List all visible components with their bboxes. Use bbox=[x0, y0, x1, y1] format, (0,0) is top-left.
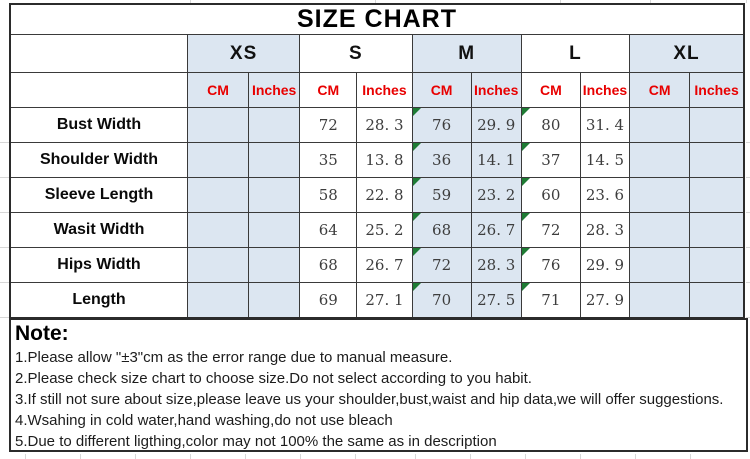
measurement-cell bbox=[690, 178, 744, 213]
measurement-cell: 28. 3 bbox=[357, 108, 412, 143]
spreadsheet-gridline-stub bbox=[0, 142, 9, 143]
measurement-cell: 14. 5 bbox=[580, 143, 629, 178]
unit-header-inches: Inches bbox=[471, 73, 521, 108]
table-row bbox=[10, 213, 744, 248]
measurement-cell: 70 bbox=[412, 283, 471, 319]
table-row bbox=[10, 143, 744, 178]
unit-header-cm: CM bbox=[521, 73, 580, 108]
size-header-m: M bbox=[412, 35, 521, 73]
measurement-cell: 68 bbox=[412, 213, 471, 248]
unit-header-inches: Inches bbox=[357, 73, 412, 108]
measurement-cell: 76 bbox=[521, 248, 580, 283]
note-line: 1.Please allow "±3"cm as the error range due to manual measure. bbox=[15, 349, 453, 366]
spreadsheet-gridline-stub bbox=[0, 317, 9, 318]
spreadsheet-gridline-stub bbox=[0, 282, 9, 283]
measurement-cell: 69 bbox=[300, 283, 357, 319]
measurement-cell: 26. 7 bbox=[357, 248, 412, 283]
measurement-cell: 59 bbox=[412, 178, 471, 213]
size-header-s: S bbox=[300, 35, 412, 73]
measurement-cell: 72 bbox=[300, 108, 357, 143]
measurement-cell: 68 bbox=[300, 248, 357, 283]
size-header-xl: XL bbox=[630, 35, 744, 73]
measurement-cell bbox=[690, 108, 744, 143]
row-label: Wasit Width bbox=[10, 213, 187, 248]
unit-header-cm: CM bbox=[300, 73, 357, 108]
row-label: Bust Width bbox=[10, 108, 187, 143]
note-line: 2.Please check size chart to choose size.Do not select according to you habit. bbox=[15, 370, 532, 387]
measurement-cell bbox=[249, 283, 300, 319]
note-box bbox=[9, 318, 748, 452]
measurement-cell bbox=[690, 143, 744, 178]
table-row bbox=[10, 248, 744, 283]
measurement-cell: 28. 3 bbox=[580, 213, 629, 248]
spreadsheet-gridline-stub bbox=[375, 0, 376, 3]
unit-header-inches: Inches bbox=[690, 73, 744, 108]
measurement-cell: 31. 4 bbox=[580, 108, 629, 143]
spreadsheet-gridline-stub bbox=[25, 454, 26, 459]
spreadsheet-gridline-stub bbox=[415, 454, 416, 459]
spreadsheet-gridline-stub bbox=[746, 0, 747, 3]
size-chart-table bbox=[9, 3, 745, 319]
measurement-cell: 27. 9 bbox=[580, 283, 629, 319]
measurement-cell: 23. 2 bbox=[471, 178, 521, 213]
measurement-cell: 36 bbox=[412, 143, 471, 178]
measurement-cell bbox=[690, 248, 744, 283]
measurement-cell: 23. 6 bbox=[580, 178, 629, 213]
measurement-cell: 80 bbox=[521, 108, 580, 143]
table-row bbox=[10, 283, 744, 319]
spreadsheet-gridline-stub bbox=[245, 454, 246, 459]
spreadsheet-gridline-stub bbox=[300, 454, 301, 459]
measurement-cell bbox=[630, 143, 690, 178]
spreadsheet-gridline-stub bbox=[80, 454, 81, 459]
measurement-cell: 64 bbox=[300, 213, 357, 248]
spreadsheet-gridline-stub bbox=[525, 454, 526, 459]
measurement-cell: 58 bbox=[300, 178, 357, 213]
measurement-cell: 27. 5 bbox=[471, 283, 521, 319]
measurement-cell: 72 bbox=[412, 248, 471, 283]
note-line: 5.Due to different ligthing,color may not 100% the same as in description bbox=[15, 433, 497, 450]
measurement-cell: 71 bbox=[521, 283, 580, 319]
measurement-cell bbox=[690, 283, 744, 319]
measurement-cell bbox=[630, 178, 690, 213]
spreadsheet-gridline-stub bbox=[190, 454, 191, 459]
row-label: Length bbox=[10, 283, 187, 319]
spreadsheet-gridline-stub bbox=[0, 177, 9, 178]
measurement-cell: 22. 8 bbox=[357, 178, 412, 213]
measurement-cell: 25. 2 bbox=[357, 213, 412, 248]
measurement-cell: 35 bbox=[300, 143, 357, 178]
measurement-cell bbox=[630, 248, 690, 283]
measurement-cell: 13. 8 bbox=[357, 143, 412, 178]
spreadsheet-gridline-stub bbox=[746, 317, 750, 318]
measurement-cell bbox=[630, 283, 690, 319]
row-label: Hips Width bbox=[10, 248, 187, 283]
spreadsheet-gridline-stub bbox=[650, 0, 651, 3]
measurement-cell bbox=[249, 143, 300, 178]
chart-title: SIZE CHART bbox=[10, 4, 744, 35]
measurement-cell: 29. 9 bbox=[580, 248, 629, 283]
spreadsheet-gridline-stub bbox=[135, 454, 136, 459]
row-label: Shoulder Width bbox=[10, 143, 187, 178]
spreadsheet-gridline-stub bbox=[690, 454, 691, 459]
corner-blank-cell bbox=[10, 35, 187, 73]
unit-header-inches: Inches bbox=[580, 73, 629, 108]
measurement-cell bbox=[630, 213, 690, 248]
spreadsheet-gridline-stub bbox=[746, 142, 750, 143]
table-row bbox=[10, 108, 744, 143]
measurement-cell: 76 bbox=[412, 108, 471, 143]
measurement-cell: 28. 3 bbox=[471, 248, 521, 283]
spreadsheet-gridline-stub bbox=[470, 454, 471, 459]
measurement-cell: 26. 7 bbox=[471, 213, 521, 248]
measurement-cell: 72 bbox=[521, 213, 580, 248]
unit-header-inches: Inches bbox=[249, 73, 300, 108]
table-row bbox=[10, 178, 744, 213]
measurement-cell bbox=[249, 248, 300, 283]
size-header-l: L bbox=[521, 35, 629, 73]
measurement-cell bbox=[249, 178, 300, 213]
row-label: Sleeve Length bbox=[10, 178, 187, 213]
spreadsheet-gridline-stub bbox=[0, 212, 9, 213]
spreadsheet-gridline-stub bbox=[746, 247, 750, 248]
measurement-cell bbox=[187, 143, 248, 178]
unit-header-cm: CM bbox=[630, 73, 690, 108]
note-line: 3.If still not sure about size,please leave us your shoulder,bust,waist and hip data,we will offer suggestions. bbox=[15, 391, 724, 408]
size-header-xs: XS bbox=[187, 35, 299, 73]
measurement-cell: 37 bbox=[521, 143, 580, 178]
measurement-cell: 27. 1 bbox=[357, 283, 412, 319]
unit-header-cm: CM bbox=[187, 73, 248, 108]
measurement-cell bbox=[690, 213, 744, 248]
measurement-cell: 14. 1 bbox=[471, 143, 521, 178]
measurement-cell bbox=[187, 108, 248, 143]
measurement-cell bbox=[187, 248, 248, 283]
measurement-cell bbox=[249, 213, 300, 248]
spreadsheet-gridline-stub bbox=[560, 0, 561, 3]
spreadsheet-gridline-stub bbox=[355, 454, 356, 459]
spreadsheet-gridline-stub bbox=[746, 282, 750, 283]
measurement-cell bbox=[187, 213, 248, 248]
spreadsheet-gridline-stub bbox=[635, 454, 636, 459]
measurement-cell bbox=[187, 283, 248, 319]
measurement-cell: 60 bbox=[521, 178, 580, 213]
spreadsheet-gridline-stub bbox=[0, 247, 9, 248]
spreadsheet-gridline-stub bbox=[746, 177, 750, 178]
note-line: 4.Wsahing in cold water,hand washing,do not use bleach bbox=[15, 412, 393, 429]
corner-blank-cell bbox=[10, 73, 187, 108]
measurement-cell bbox=[630, 108, 690, 143]
spreadsheet-gridline-stub bbox=[190, 0, 191, 3]
measurement-cell bbox=[187, 178, 248, 213]
spreadsheet-gridline-stub bbox=[746, 212, 750, 213]
spreadsheet-gridline-stub bbox=[580, 454, 581, 459]
measurement-cell bbox=[249, 108, 300, 143]
note-heading: Note: bbox=[15, 322, 69, 345]
unit-header-cm: CM bbox=[412, 73, 471, 108]
measurement-cell: 29. 9 bbox=[471, 108, 521, 143]
